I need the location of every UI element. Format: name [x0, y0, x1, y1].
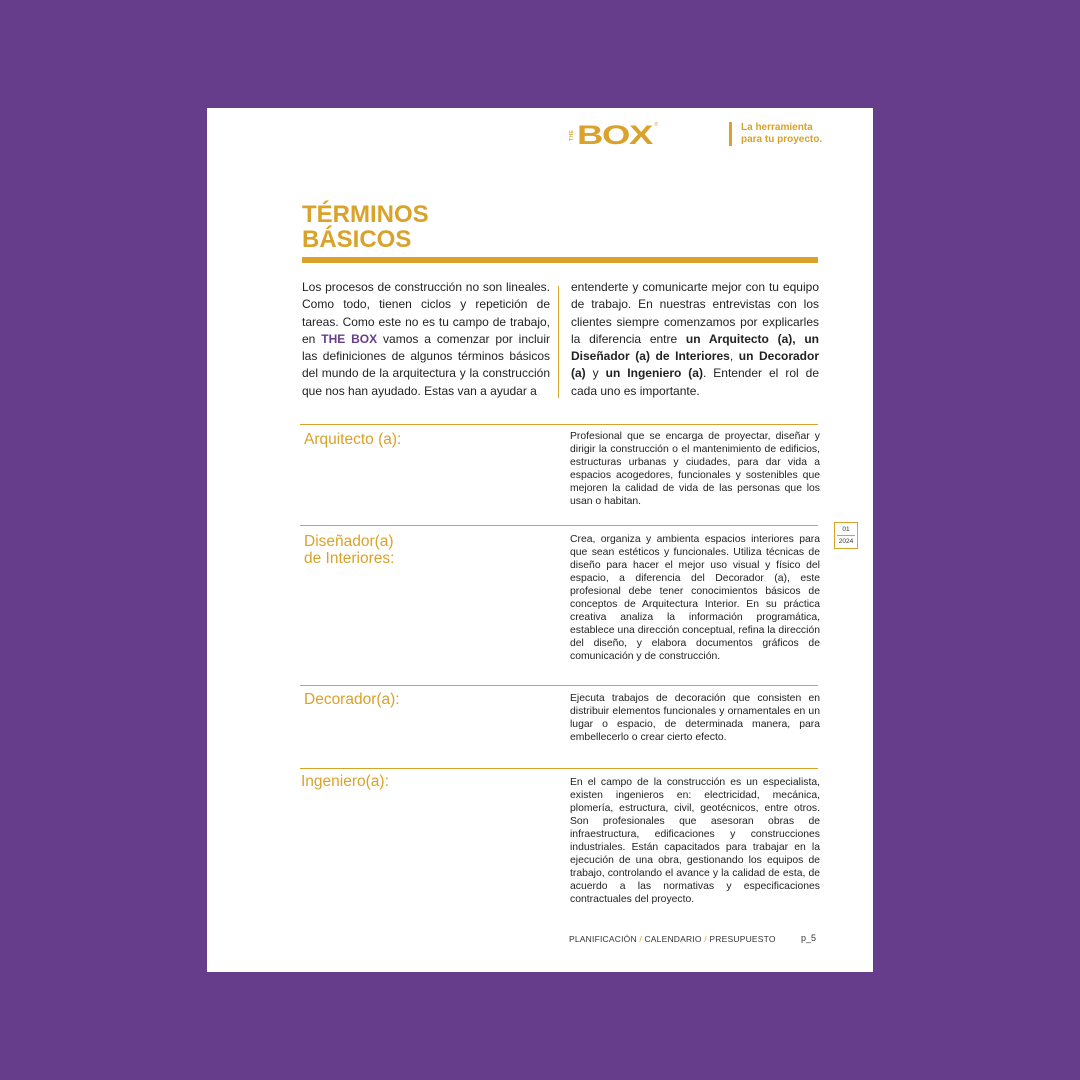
intro-column-right — [571, 279, 819, 400]
badge-divider — [837, 535, 855, 536]
intro-left-text-2: vamos a comenzar por incluir las definiciones de algunos términos básicos del mundo de la arquitectura y la construcción que nos han ayudado. Estas van a ayudar a — [302, 331, 551, 398]
intro-separator-1: , — [729, 349, 739, 364]
term-name-line: Ingeniero(a): — [301, 773, 389, 790]
footer-item-presupuesto: PRESUPUESTO — [709, 934, 776, 944]
footer-item-planificacion: PLANIFICACIÓN — [569, 934, 637, 944]
term-divider — [300, 768, 818, 769]
term-definition-disenador: Crea, organiza y ambienta espacios interiores para que sean estéticos y funcionales. Utiliza técnicas de diseño para hacer el mejor uso visual y físico del espacio, a diferencia del Decorador (a), este profesional debe tener conocimientos básicos de conceptos de Arquitectura Interior. En su práctica creativa analiza la información programática, establece una dirección conceptual, refina la dirección del diseño, y elabora documentos gráficos de comunicación y de construcción. — [570, 534, 820, 662]
tagline-line-1: La herramienta — [741, 122, 813, 133]
term-name-line: de Interiores: — [304, 550, 395, 567]
badge-month: 01 — [842, 526, 850, 533]
intro-column-divider — [558, 286, 559, 398]
term-definition-decorador: Ejecuta trabajos de decoración que consisten en distribuir elementos funcionales y ornamentales en un lugar o espacio, de determinada manera, para embellecerlo o crear cierto efecto. — [570, 693, 820, 743]
intro-column-left — [302, 279, 550, 400]
document-page — [207, 108, 873, 972]
term-name-disenador — [304, 533, 504, 567]
page-number: p_5 — [801, 933, 817, 943]
intro-bold-decorator: un Decorador (a) — [571, 349, 819, 381]
intro-right-text-2: . Entender el rol de cada uno es importante. — [571, 366, 819, 398]
page-title-line-1: TÉRMINOS — [302, 201, 429, 228]
title-underline-bar — [302, 257, 818, 263]
page-title — [302, 202, 429, 252]
term-divider — [300, 685, 818, 686]
tagline-line-2: para tu proyecto. — [741, 134, 823, 145]
footer-separator: / — [701, 934, 710, 944]
term-divider — [300, 525, 818, 526]
brand-name: THE BOX — [321, 331, 378, 346]
term-name-ingeniero — [301, 773, 501, 790]
footer-separator: / — [636, 934, 645, 944]
footer-item-calendario: CALENDARIO — [644, 934, 702, 944]
term-name-line: Diseñador(a) — [304, 533, 394, 550]
intro-separator-2: y — [585, 366, 606, 381]
term-name-decorador — [304, 691, 504, 708]
the-box-logo — [569, 122, 658, 149]
logo-box-text: BOX — [577, 120, 652, 150]
term-definition-ingeniero: En el campo de la construcción es un especialista, existen ingenieros en: electricidad, mecánica, plomería, estructura, civil, geotécnicos, entre otros. Son profesionales que asesoran obras de infraestructura, edificaciones y construcciones industriales. Están capacitados para trabajar en la ejecución de una obra, gestionando los equipos de trabajo, controlando el avance y la calidad de esta, de acuerdo a las normativas y especificaciones contractuales del proyecto. — [570, 777, 820, 905]
term-name-line: Decorador(a): — [304, 691, 400, 708]
logo-the-text: THE — [569, 130, 575, 141]
intro-right-text-1: entenderte y comunicarte mejor con tu equipo de trabajo. En nuestras entrevistas con los clientes siempre comenzamos por explicarles la diferencia entre — [571, 280, 819, 346]
term-name-arquitecto — [304, 431, 504, 448]
logo-registered-mark: ® — [654, 122, 659, 128]
intro-bold-engineer: un Ingeniero (a) — [605, 366, 703, 381]
term-divider — [300, 424, 818, 425]
date-badge — [834, 522, 858, 549]
intro-bold-architect-designer: un Arquitecto (a), un Diseñador (a) de Interiores — [571, 331, 819, 364]
intro-left-text-1: Los procesos de construcción no son lineales. Como todo, tienen ciclos y repetición de tareas. Como este no es tu campo de trabajo, en — [302, 280, 550, 346]
term-name-line: Arquitecto (a): — [304, 431, 402, 448]
badge-year: 2024 — [838, 538, 854, 545]
term-definition-arquitecto: Profesional que se encarga de proyectar, diseñar y dirigir la construcción o el mantenimiento de edificios, estructuras urbanas y ciudades, para dar vida a espacios acogedores, funcionales y sostenibles que mejoren la calidad de vida de las personas que los usan o habitan. — [570, 431, 820, 507]
tagline — [729, 122, 822, 146]
page-title-line-2: BÁSICOS — [302, 226, 412, 253]
footer-sections — [569, 934, 776, 944]
